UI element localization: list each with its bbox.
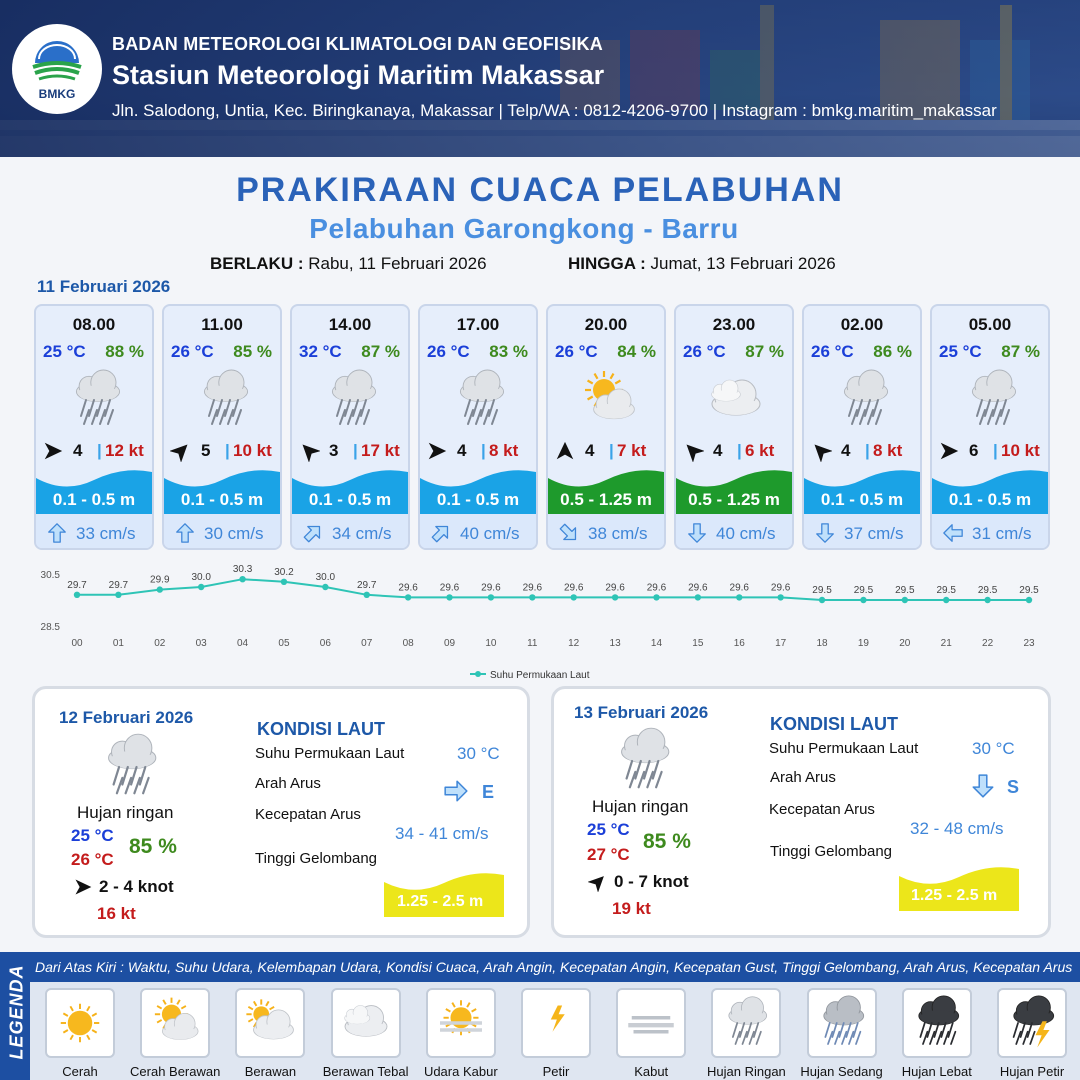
wind-direction-arrow-icon [554,440,576,462]
card-humidity: 83 % [489,342,528,361]
card-current [420,514,536,550]
sst-data-label: 29.7 [108,579,129,591]
hujan-ringan-icon [64,366,128,434]
sst-data-label: 29.5 [977,585,998,596]
legend-point-swatch [475,671,481,677]
current-direction-arrow-icon [430,522,452,544]
hujan-ringan-icon [832,366,896,434]
x-tick-label: 06 [319,638,331,649]
sst-point [364,592,370,598]
card-wave-height: 0.1 - 0.5 m [308,490,392,509]
legend-item [997,988,1067,1058]
card-wave-height: 0.5 - 1.25 m [688,490,780,509]
card-wind [554,440,662,462]
card-time: 08.00 [72,315,116,334]
sst-data-label: 29.6 [729,582,749,594]
card-separator: | [737,441,742,460]
sst-data-label: 29.7 [67,579,87,591]
current-direction-arrow-icon [558,522,580,544]
x-tick-label: 23 [1023,638,1035,649]
sst-point [653,594,659,600]
sst-point [198,584,204,590]
legend-item [902,988,972,1058]
legend-item-label: Cerah [62,1064,98,1079]
legend-item-label: Udara Kabur [423,1064,498,1079]
card-time: 05.00 [968,315,1012,334]
card-wind [426,440,534,462]
x-tick-label: 21 [940,638,952,649]
sst-point [695,594,701,600]
day2-sst-value: 30 °C [457,744,500,763]
sst-point [488,594,494,600]
sst-data-label: 29.5 [1019,585,1039,596]
x-tick-label: 08 [402,638,414,649]
hujan-ringan-icon [448,366,512,434]
card-gust: 8 kt [873,441,903,460]
day3-date: 13 Februari 2026 [574,703,709,722]
sst-point [529,594,535,600]
x-tick-label: 18 [816,638,828,649]
day2-kec-value: 34 - 41 cm/s [395,824,489,843]
day2-temp-max: 26 °C [71,850,114,869]
card-gust: 10 kt [1001,441,1040,460]
day1-date: 11 Februari 2026 [37,277,171,296]
card-separator: | [481,441,486,460]
day3-gust: 19 kt [612,899,651,918]
day2-gel-value: 1.25 - 2.5 m [397,893,484,910]
sst-point [902,597,908,603]
card-separator: | [225,441,230,460]
legend-description: Dari Atas Kiri : Waktu, Suhu Udara, Kelembapan Udara, Kondisi Cuaca, Arah Angin, Kecepatan Angin, Kecepatan Gust, Tinggi Gelombang, Arah Arus, Kecepatan Arus [30,952,1080,982]
card-temperature: 26 °C [555,342,598,361]
sst-point [819,597,825,603]
legend-item-label: Kabut [634,1064,669,1079]
day3-sst-label: Suhu Permukaan Laut [769,740,919,757]
card-current-speed: 37 cm/s [844,524,904,543]
card-current [676,514,792,550]
forecast-card [802,304,922,550]
card-time: 11.00 [201,315,243,334]
valid-from-value: Rabu, 11 Februari 2026 [308,254,487,273]
x-tick-label: 11 [527,638,538,649]
card-current-speed: 40 cm/s [460,524,520,543]
sst-series-line [77,579,1029,600]
hujan-ringan-icon [320,366,384,434]
sst-chart [0,562,1080,687]
day2-gust: 16 kt [97,904,136,923]
current-direction-arrow-icon [942,522,964,544]
sst-point [943,597,949,603]
day2-panel [32,686,530,938]
bmkg-emblem-icon [27,37,87,85]
x-tick-label: 20 [899,638,911,649]
card-current-speed: 34 cm/s [332,524,392,543]
card-current [932,514,1048,550]
wind-direction-arrow-icon [42,440,64,462]
wind-direction-arrow-icon [170,440,192,462]
card-current-speed: 30 cm/s [204,524,264,543]
sst-point [239,576,245,582]
card-current [292,514,408,550]
day3-wind-speed: 0 - 7 knot [614,872,689,891]
day2-arus-arrow-icon [443,778,469,804]
card-wind [42,440,150,462]
card-gust: 8 kt [489,441,519,460]
card-temperature: 26 °C [683,342,726,361]
legend-item [807,988,877,1058]
day3-kec-value: 32 - 48 cm/s [910,819,1004,838]
sst-data-label: 30.0 [315,572,336,583]
day3-sst-value: 30 °C [972,739,1015,758]
card-current-speed: 33 cm/s [76,524,136,543]
current-direction-arrow-icon [174,522,196,544]
card-wave-height: 0.1 - 0.5 m [52,490,136,509]
day2-arus-dir: E [482,782,495,802]
legend-side-label [0,952,30,1080]
day2-gel-label: Tinggi Gelombang [255,850,378,867]
day2-temp-min: 25 °C [71,826,114,845]
card-humidity: 86 % [873,342,912,361]
day2-wind-arrow-icon [73,877,93,897]
card-humidity: 84 % [617,342,656,361]
forecast-card [162,304,282,550]
card-wind [682,440,790,462]
legend-item-label: Cerah Berawan [130,1064,221,1079]
card-time: 02.00 [840,315,884,334]
legend [0,952,1080,1080]
x-tick-label: 14 [650,638,663,649]
day3-condition: Hujan ringan [592,797,689,816]
card-current [164,514,280,550]
card-current [36,514,152,550]
forecast-card [418,304,538,550]
card-separator: | [993,441,998,460]
wind-direction-arrow-icon [682,440,704,462]
legend-item [616,988,686,1058]
day3-humidity: 85 % [643,830,691,853]
card-gust: 10 kt [233,441,272,460]
sst-data-label: 29.6 [770,582,791,594]
legend-item [426,988,496,1058]
x-tick-label: 09 [443,638,456,649]
day3-wind-arrow-icon [588,872,608,892]
legend-item [331,988,401,1058]
card-wind-speed: 4 [585,441,595,460]
card-time: 17.00 [456,315,500,334]
card-wind-speed: 6 [969,441,979,460]
card-humidity: 88 % [105,342,144,361]
legend-item-label: Hujan Petir [999,1064,1065,1079]
current-direction-arrow-icon [46,522,68,544]
day3-panel [551,686,1051,938]
wind-direction-arrow-icon [938,440,960,462]
x-tick-label: 19 [857,638,869,649]
day2-humidity: 85 % [129,835,177,858]
sst-point [281,579,287,585]
legend-item-label: Berawan [244,1064,297,1079]
card-wind-speed: 4 [713,441,723,460]
x-tick-label: 16 [733,638,745,649]
day3-hujan-ringan-icon [608,725,678,797]
card-separator: | [353,441,358,460]
current-direction-arrow-icon [686,522,708,544]
legend-item-label: Hujan Lebat [901,1064,972,1079]
legend-item [711,988,781,1058]
sst-point [115,592,121,598]
card-wind [170,440,278,462]
card-wind-speed: 5 [201,441,211,460]
sst-data-label: 29.6 [522,582,543,594]
x-tick-label: 04 [237,638,249,649]
sst-point [322,584,328,590]
day3-kec-label: Kecepatan Arus [769,801,875,818]
sst-data-label: 30.2 [274,566,294,578]
hujan-ringan-icon [960,366,1024,434]
sst-data-label: 29.5 [812,585,832,596]
valid-from-label: BERLAKU : [210,254,304,273]
forecast-card [34,304,154,550]
day2-wind-speed: 2 - 4 knot [99,877,174,896]
forecast-card [674,304,794,550]
wind-direction-arrow-icon [810,440,832,462]
x-tick-label: 05 [278,638,290,649]
sst-point [405,594,411,600]
header-banner [0,0,1080,157]
y-tick-label: 28.5 [40,622,60,633]
forecast-card [290,304,410,550]
x-tick-label: 17 [775,638,787,649]
sst-data-label: 29.6 [439,582,460,594]
sst-data-label: 29.5 [895,585,915,596]
current-direction-arrow-icon [302,522,324,544]
card-gust: 7 kt [617,441,647,460]
card-humidity: 87 % [1001,342,1040,361]
legend-item-label: Berawan Tebal [322,1064,409,1079]
card-current [804,514,920,550]
legend-item-label: Hujan Ringan [707,1064,786,1079]
sst-point [570,594,576,600]
card-wind-speed: 3 [329,441,339,460]
sst-data-label: 29.6 [605,582,625,594]
x-tick-label: 15 [692,638,704,649]
forecast-card [546,304,666,550]
sst-point [612,594,618,600]
y-tick-label: 30.5 [40,570,60,581]
sst-data-label: 29.6 [563,582,584,594]
sst-point [157,586,163,592]
sst-point [984,597,990,603]
card-gust: 17 kt [361,441,400,460]
sst-data-label: 30.0 [191,572,211,583]
card-temperature: 26 °C [811,342,854,361]
station-address: Jln. Salodong, Untia, Kec. Biringkanaya, Makassar | Telp/WA : 0812-4206-9700 | Instagram : bmkg.maritim_makassar [112,101,997,120]
card-time: 20.00 [584,315,628,334]
sst-data-label: 29.7 [357,579,377,591]
sst-point [860,597,866,603]
card-wave-height: 0.1 - 0.5 m [180,490,264,509]
page-title: PRAKIRAAN CUACA PELABUHAN [236,171,844,209]
day2-kec-label: Kecepatan Arus [255,806,361,823]
card-current-speed: 40 cm/s [716,524,776,543]
card-wind-speed: 4 [457,441,467,460]
card-wind [810,440,918,462]
card-wind [938,440,1046,462]
logo-text: BMKG [38,87,76,101]
valid-to-label: HINGGA : [568,254,646,273]
card-wind-speed: 4 [73,441,83,460]
sst-data-label: 29.9 [150,574,170,586]
legend-item-label: Petir [542,1064,570,1079]
x-tick-label: 13 [609,638,621,649]
hujan-ringan-icon [192,366,256,434]
sst-data-label: 29.6 [481,582,501,594]
card-separator: | [865,441,870,460]
card-wave-height: 0.1 - 0.5 m [436,490,520,509]
valid-to-value: Jumat, 13 Februari 2026 [650,254,836,273]
x-tick-label: 22 [982,638,994,649]
sst-data-label: 29.6 [398,582,418,594]
wind-direction-arrow-icon [298,440,320,462]
port-name: Pelabuhan Garongkong - Barru [309,213,739,244]
station-name: Stasiun Meteorologi Maritim Makassar [112,60,605,90]
berawan-tebal-icon [704,366,768,434]
organization-name: BADAN METEOROLOGI KLIMATOLOGI DAN GEOFISIKA [112,34,603,54]
legend-item [235,988,305,1058]
card-temperature: 32 °C [299,342,342,361]
legend-item [45,988,115,1058]
wind-direction-arrow-icon [426,440,448,462]
card-wind [298,440,406,462]
card-current-speed: 31 cm/s [972,524,1032,543]
sst-data-label: 29.5 [936,585,956,596]
sst-point [736,594,742,600]
x-tick-label: 10 [485,638,497,649]
card-separator: | [609,441,614,460]
x-tick-label: 12 [568,638,580,649]
card-gust: 12 kt [105,441,144,460]
bmkg-logo [12,24,102,114]
card-time: 23.00 [712,315,756,334]
card-time: 14.00 [328,315,372,334]
legend-item [521,988,591,1058]
forecast-card [930,304,1050,550]
sst-data-label: 29.6 [646,582,667,594]
x-tick-label: 00 [71,638,83,649]
day2-kondisi-title: KONDISI LAUT [257,719,385,739]
day3-kondisi-title: KONDISI LAUT [770,714,898,734]
sst-data-label: 30.3 [232,564,253,576]
legend-item [140,988,210,1058]
x-tick-label: 07 [361,638,373,649]
card-separator: | [97,441,102,460]
card-temperature: 25 °C [43,342,86,361]
cerah-berawan-icon [576,366,640,434]
day3-arus-arrow-icon [970,773,996,799]
day2-arus-label: Arah Arus [255,775,321,792]
legend-item-label: Hujan Sedang [800,1064,883,1079]
card-humidity: 87 % [361,342,400,361]
card-wave-height: 0.5 - 1.25 m [560,490,652,509]
card-gust: 6 kt [745,441,775,460]
day2-condition: Hujan ringan [77,803,174,822]
card-humidity: 87 % [745,342,784,361]
card-wave-height: 0.1 - 0.5 m [820,490,904,509]
sst-data-label: 29.5 [853,585,874,596]
day3-gel-value: 1.25 - 2.5 m [911,887,998,904]
day3-arus-dir: S [1007,777,1020,797]
card-temperature: 25 °C [939,342,982,361]
card-temperature: 26 °C [427,342,470,361]
day3-temp-max: 27 °C [587,845,630,864]
sst-legend-label: Suhu Permukaan Laut [490,670,590,681]
day2-hujan-ringan-icon [95,731,165,803]
sst-point [1026,597,1032,603]
legend-title: LEGENDA [6,964,27,1060]
day3-temp-min: 25 °C [587,820,630,839]
current-direction-arrow-icon [814,522,836,544]
x-tick-label: 02 [154,638,166,649]
day2-date: 12 Februari 2026 [59,708,194,727]
sst-point [446,594,452,600]
card-temperature: 26 °C [171,342,214,361]
card-current [548,514,664,550]
day2-sst-label: Suhu Permukaan Laut [255,745,405,762]
sst-point [74,592,80,598]
valid-from [210,254,487,274]
day3-arus-label: Arah Arus [770,769,836,786]
day3-gel-label: Tinggi Gelombang [770,843,893,860]
sst-point [777,594,783,600]
x-tick-label: 01 [112,638,124,649]
card-current-speed: 38 cm/s [588,524,648,543]
sst-data-label: 29.6 [688,582,708,594]
valid-to [568,254,836,274]
card-wave-height: 0.1 - 0.5 m [948,490,1032,509]
card-humidity: 85 % [233,342,272,361]
card-wind-speed: 4 [841,441,851,460]
x-tick-label: 03 [195,638,207,649]
